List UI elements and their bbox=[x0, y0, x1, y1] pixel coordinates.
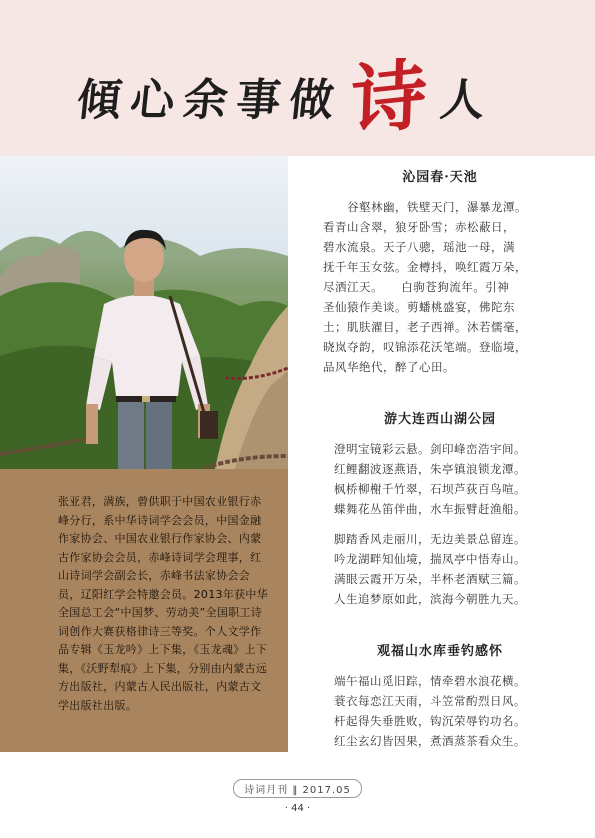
poem-line: 红尘玄幻皆因果，煮酒蒸茶看众生。 bbox=[334, 734, 526, 748]
poem-1 bbox=[300, 166, 580, 377]
title-accent-character: 诗 bbox=[349, 48, 429, 146]
author-bio-box bbox=[0, 469, 288, 752]
page-footer bbox=[0, 778, 595, 814]
poem-line: 红鲤翻波逐燕语，朱亭镇浪锁龙潭。 bbox=[334, 462, 526, 476]
title-main: 傾心余事做 bbox=[74, 75, 346, 126]
poem-line: 土；肌肤濯目，老子西禅。沐若儒毫， bbox=[323, 320, 527, 334]
page-title bbox=[74, 46, 568, 146]
poem-line: 谷壑林幽，铁壁天门，瀑暴龙潭。 bbox=[323, 200, 527, 214]
poem-title: 沁园春·天池 bbox=[402, 170, 478, 185]
poem-line: 满眼云霞开万朵，半杯老酒赋三篇。 bbox=[334, 572, 526, 586]
poem-line: 吟龙湖畔知仙境，揣凤亭中悟寿山。 bbox=[334, 552, 526, 566]
poem-line: 蝶舞花丛笛伴曲，水车振臂赶渔船。 bbox=[334, 502, 526, 516]
author-bio-text: 张亚君，满族，曾供职于中国农业银行赤峰分行，系中华诗词学会会员，中国金融作家协会、中国农业银行作家协会、内蒙古作家协会会员，赤峰诗词学会理事，红山诗词学会副会长，赤峰书法家协会会员，辽阳红学会特邀会员。2013年获中华全国总工会“中国梦、劳动美”全国职工诗词创作大赛获格律诗三等奖。个人文学作品专辑《玉龙吟》上下集，《玉龙魂》上下集，《沃野犁痕》上下集，分别由内蒙古远方出版社，内蒙古人民出版社，内蒙古文学出版社出版。 bbox=[58, 495, 268, 712]
poem-line: 端午福山觅旧踪，情牵碧水浪花横。 bbox=[334, 674, 526, 688]
poem-line: 抚千年玉女弦。金樽抖，唤红霞万朵， bbox=[323, 260, 527, 274]
magazine-label: 诗词月刊 ‖ 2017.05 bbox=[233, 779, 362, 798]
poem-title: 游大连西山湖公园 bbox=[383, 412, 496, 427]
poem-line: 蓑衣每恋江天雨，斗笠常酌烈日风。 bbox=[334, 694, 526, 708]
poem-line: 脚踏香风走丽川，无边美景总留连。 bbox=[334, 532, 526, 546]
poem-2 bbox=[300, 408, 580, 609]
poem-line: 尽洒江天。 白驹苍狗流年。引神 bbox=[323, 280, 510, 294]
poem-3 bbox=[300, 640, 580, 751]
poem-line: 看青山含翠，狼牙卧雪；赤松蔽日， bbox=[323, 220, 515, 234]
poem-title: 观福山水库垂钓感怀 bbox=[376, 644, 503, 659]
page-number: · 44 · bbox=[284, 803, 311, 814]
poem-line: 人生追梦原如此，滨海今朝胜九天。 bbox=[334, 592, 526, 606]
poem-line: 杆起得失垂胜败，钩沉荣辱钓功名。 bbox=[334, 714, 526, 728]
poem-line: 晓岚夺韵，叹锦添花沃笔端。登临境， bbox=[323, 340, 527, 354]
poem-line: 圣仙猿作美谈。剪蟠桃盛宴，佛陀东 bbox=[323, 300, 515, 314]
poem-line: 枫桥柳榭千竹翠，石坝芦荻百鸟喧。 bbox=[334, 482, 526, 496]
poem-line: 碧水流泉。天子八骢，瑶池一母，满 bbox=[323, 240, 515, 254]
author-photo-illustration bbox=[0, 156, 288, 469]
poem-line: 品风华绝代，醉了心田。 bbox=[323, 360, 455, 374]
poem-line: 澄明宝镜彩云悬。剑印峰峦浩宇间。 bbox=[334, 442, 526, 456]
author-photo bbox=[0, 156, 288, 469]
title-tail: 人 bbox=[437, 75, 488, 126]
